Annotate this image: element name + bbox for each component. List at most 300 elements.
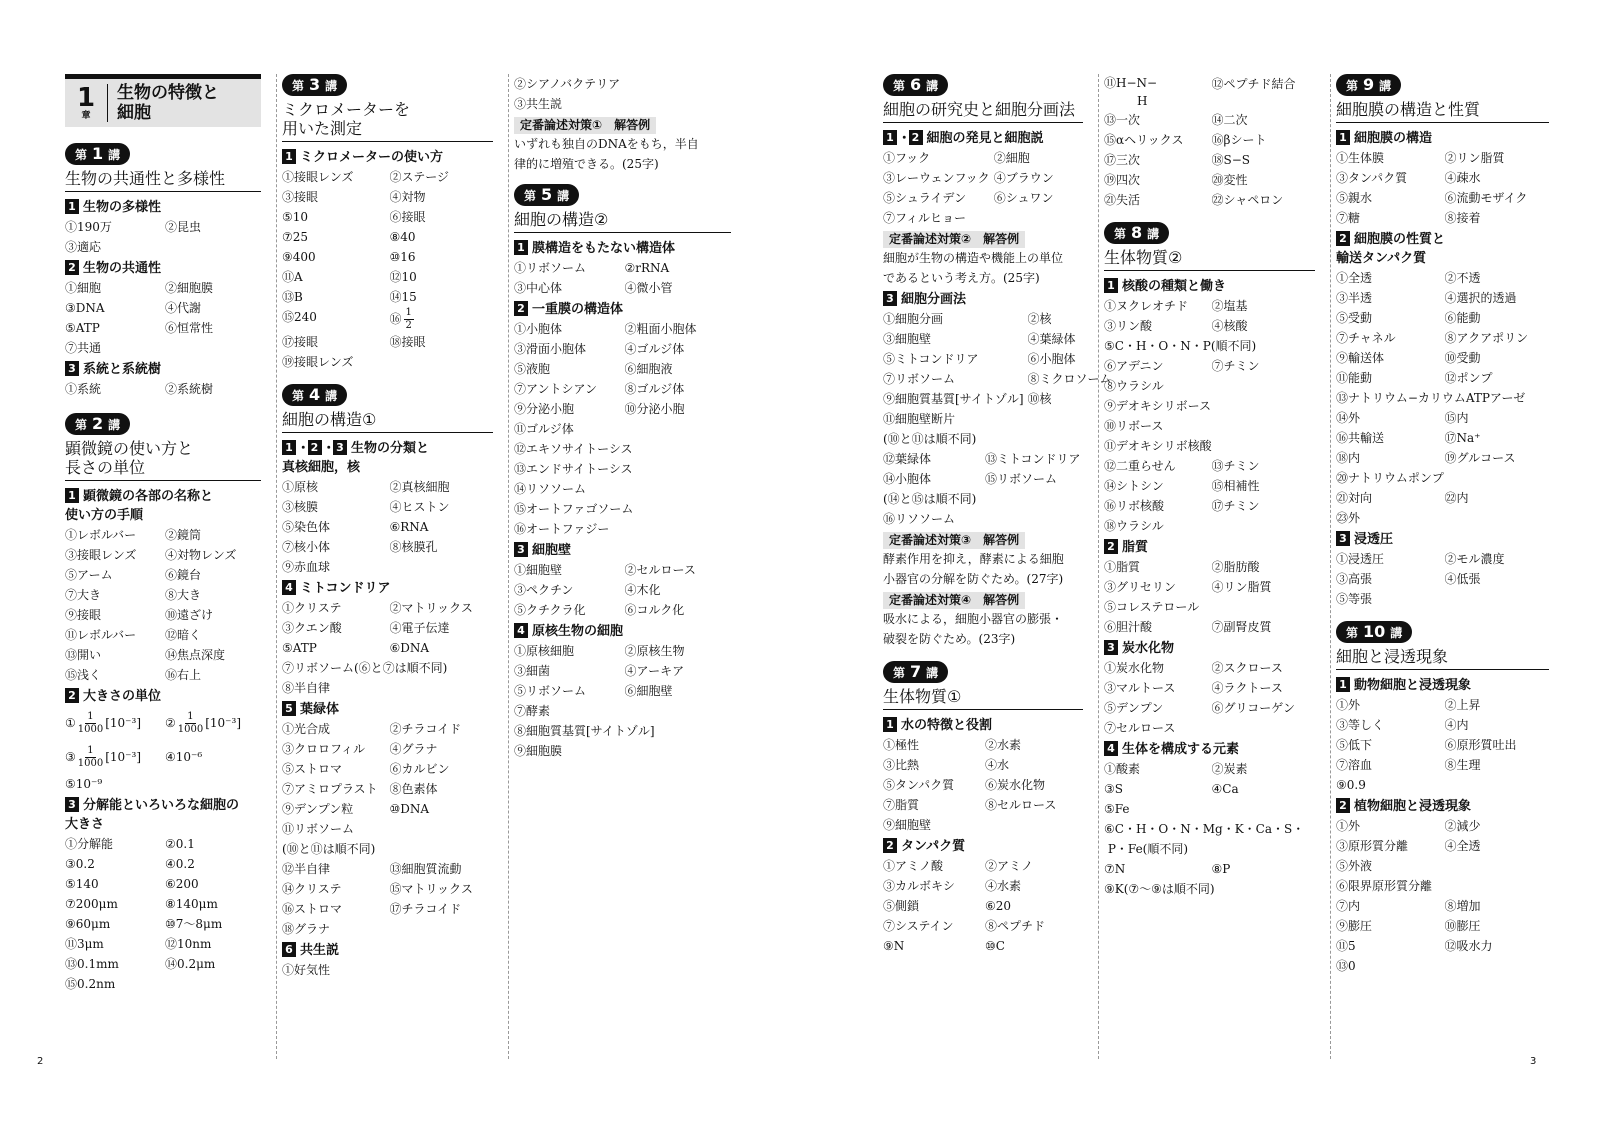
answer-item: ④代謝: [165, 301, 202, 315]
answer-item: ②チラコイド: [389, 722, 462, 736]
answer-item: ⑥胆汁酸: [1104, 620, 1153, 634]
answer-item: ㉑失活: [1104, 193, 1141, 207]
answer-item: ⑱ウラシル: [1104, 519, 1164, 533]
answer-item: ⑮相補性: [1211, 479, 1260, 493]
answer-item: ⑨細胞質基質[サイトゾル]: [883, 392, 1024, 406]
answer-item: ⑧ペプチド: [985, 919, 1046, 933]
answer-item: ⑨分泌小胞: [514, 402, 575, 416]
answer-item: ⑥能動: [1444, 311, 1481, 325]
answer-item: ⑤等張: [1336, 592, 1373, 606]
answer-item: ⑤外液: [1336, 859, 1373, 873]
answer-item: ①クリステ: [282, 601, 342, 615]
lecture-1-header: [65, 143, 261, 192]
answer-list: [1336, 268, 1549, 388]
answer-list: [282, 332, 493, 372]
chapter-number: 1 章: [76, 83, 96, 121]
answer-item: ⑧40: [389, 230, 416, 244]
answer-item: ⑦チャネル: [1336, 331, 1396, 345]
answer-item: ⑨60μm: [65, 917, 111, 931]
answer-item: ⑨輸送体: [1336, 351, 1385, 365]
answer-item: ⑨デンプン粒: [282, 802, 354, 816]
answer-item: ②アミノ: [985, 859, 1034, 873]
answer-item: ③クエン酸: [282, 621, 342, 635]
answer-item: ㉒シャペロン: [1211, 193, 1284, 207]
answer-item: ⑨接眼: [65, 608, 102, 622]
answer-item: ④葉緑体: [1027, 332, 1076, 346]
answer-item: ⑥グリコーゲン: [1211, 701, 1296, 715]
answer-item: ⑲接眼レンズ: [282, 355, 354, 369]
answer-item: ⑭クリステ: [282, 882, 342, 896]
answer-item: ①外: [1336, 698, 1361, 712]
answer-item: ⑭シトシン: [1104, 479, 1164, 493]
answer-item: ③接眼レンズ: [65, 548, 137, 562]
section-heading: 1 ･ 2 細胞の発見と細胞説: [883, 129, 1083, 148]
answer-item: ⑤140: [65, 877, 99, 891]
section-heading: 1 核酸の種類と働き: [1104, 277, 1315, 296]
answer-item: ②細胞: [993, 151, 1030, 165]
section-heading: 2 大きさの単位: [65, 687, 261, 706]
answer-item: ⑦酵素: [514, 704, 551, 718]
section-heading: 4 生体を構成する元素: [1104, 740, 1315, 759]
answer-item: ⑤10: [282, 210, 309, 224]
lecture-title: 細胞の構造②: [514, 210, 731, 233]
answer-item: ③中心体: [514, 281, 563, 295]
answer-item: ③S: [1104, 782, 1123, 796]
essay-label: 定番論述対策① 解答例: [514, 117, 656, 134]
answer-item: ⑤低下: [1336, 738, 1373, 752]
answer-item: ④疎水: [1444, 171, 1481, 185]
answer-item: ⑥恒常性: [165, 321, 214, 335]
section-heading: 1 ミクロメーターの使い方: [282, 148, 493, 167]
answer-item: ⑱接眼: [389, 335, 426, 349]
answer-item: ⑮αヘリックス: [1104, 133, 1184, 147]
answer-item: ⑰三次: [1104, 153, 1141, 167]
lecture-7-header: [883, 661, 1083, 710]
answer-fraction: ③ $\frac{1}{1000}$ [10⁻³]: [65, 745, 141, 769]
answer-item: ⑨デオキシリボース: [1104, 399, 1212, 413]
section-heading: 2 脂質: [1104, 538, 1315, 557]
answer-list: [1104, 557, 1315, 597]
answer-item: ⑤ATP: [65, 321, 100, 335]
answer-item: ⑫二重らせん: [1104, 459, 1176, 473]
answer-list: [514, 319, 731, 419]
answer-item: ②塩基: [1211, 299, 1248, 313]
answer-list: [883, 509, 1083, 529]
answer-item: ③ペクチン: [514, 583, 574, 597]
section-heading: 1 膜構造をもたない構造体: [514, 239, 731, 258]
answer-list: [282, 859, 493, 939]
answer-fraction: ② $\frac{1}{1000}$ [10⁻³]: [165, 711, 241, 735]
answer-item: ⑯右上: [165, 668, 202, 682]
lecture-2-header: [65, 413, 261, 481]
answer-item: ③グリセリン: [1104, 580, 1176, 594]
answer-item: ⑤ストロマ: [282, 762, 343, 776]
answer-item: ③リン酸: [1104, 319, 1153, 333]
answer-item: ⑦内: [1336, 899, 1361, 913]
answer-list: [883, 309, 1112, 429]
answer-list: [282, 960, 493, 980]
answer-item: ⑯共輸送: [1336, 431, 1385, 445]
answer-item: ⑦セルロース: [1104, 721, 1176, 735]
answer-item: ⑥シュワン: [993, 191, 1054, 205]
answer-item: ⑤ミトコンドリア: [883, 352, 979, 366]
answer-item: ②脂肪酸: [1211, 560, 1260, 574]
answer-item: ⑪デオキシリボ核酸: [1104, 439, 1212, 453]
answer-item: ⑥流動モザイク: [1444, 191, 1528, 205]
answer-note: ⑨K(⑦～⑨は順不同): [1104, 882, 1215, 896]
answer-item: ③滑面小胞体: [514, 342, 587, 356]
answer-item: ⑦副腎皮質: [1211, 620, 1272, 634]
answer-item: ⑥RNA: [389, 520, 429, 534]
answer-item: ①浸透圧: [1336, 552, 1385, 566]
answer-item: ⑥20: [985, 899, 1012, 913]
answer-item: ①系統: [65, 382, 102, 396]
answer-item: ⑧半自律: [282, 681, 331, 695]
section-heading: 3 炭水化物: [1104, 639, 1315, 658]
answer-item: ④0.2: [165, 857, 195, 871]
section-heading: 2 一重膜の構造体: [514, 300, 731, 319]
answer-item: ①小胞体: [514, 322, 563, 336]
answer-list: [1336, 148, 1549, 228]
section-heading: 2 生物の共通性: [65, 259, 261, 278]
answer-item: ⑬0: [1336, 959, 1356, 973]
answer-item: ①極性: [883, 738, 920, 752]
answer-item: ⑥DNA: [389, 641, 430, 655]
section-heading: 1 動物細胞と浸透現象: [1336, 676, 1549, 695]
answer-item: ⑨細胞膜: [514, 744, 563, 758]
answer-list: [282, 477, 493, 577]
answer-item: ①細胞: [65, 281, 102, 295]
answer-item: ③レーウェンフック: [883, 171, 990, 185]
answer-item: ⑩分泌小胞: [624, 402, 685, 416]
answer-item: ④水素: [985, 879, 1022, 893]
answer-item: ⑧大き: [165, 588, 202, 602]
section-heading: 6 共生説: [282, 941, 493, 960]
answer-list: [1336, 695, 1549, 795]
answer-item: ④ブラウン: [993, 171, 1054, 185]
lecture-badge: 第 7 講: [883, 661, 948, 683]
answer-item: ⑩16: [389, 250, 416, 264]
answer-item: ⑰チミン: [1211, 499, 1260, 513]
answer-item: ⑭焦点深度: [165, 648, 226, 662]
answer-item: ⑮オートファゴソーム: [514, 502, 634, 516]
column-5: [1098, 74, 1320, 1059]
answer-item: ⑯ストロマ: [282, 902, 343, 916]
answer-item: ④電子伝達: [389, 621, 450, 635]
answer-item: ⑯リボ核酸: [1104, 499, 1165, 513]
answer-item: ⑪3μm: [65, 937, 104, 951]
answer-item: ⑯βシート: [1211, 133, 1267, 147]
answer-item: ②上昇: [1444, 698, 1481, 712]
answer-item: ⑤アーム: [65, 568, 113, 582]
answer-item: ⑫吸水力: [1444, 939, 1493, 953]
section-heading: 3 浸透圧: [1336, 530, 1549, 549]
answer-item: ②スクロース: [1211, 661, 1283, 675]
answer-list: [282, 719, 493, 839]
lecture-badge: 第 6 講: [883, 74, 948, 96]
answer-item: ⑰接眼: [282, 335, 319, 349]
answer-item: ③核膜: [282, 500, 319, 514]
answer-list: [514, 721, 731, 761]
answer-item: ⑧ウラシル: [1104, 379, 1164, 393]
lecture-badge: 第 10 講: [1336, 621, 1412, 643]
answer-item: ④微小管: [624, 281, 673, 295]
section-heading: 1 生物の多様性: [65, 198, 261, 217]
answer-item: ⑲グルコース: [1444, 451, 1516, 465]
answer-item: ⑧細胞質基質[サイトゾル]: [514, 724, 655, 738]
answer-item: ⑤10⁻⁹: [65, 777, 103, 791]
answer-item: ⑨0.9: [1336, 778, 1366, 792]
lecture-title: 生物の共通性と多様性: [65, 169, 261, 192]
answer-item: ⑬チミン: [1211, 459, 1260, 473]
answer-item: ①全透: [1336, 271, 1373, 285]
answer-item: ⑲四次: [1104, 173, 1141, 187]
answer-item: ④リン脂質: [1211, 580, 1272, 594]
answer-list: [65, 278, 261, 358]
answer-list: [514, 74, 731, 114]
answer-item: ⑨膨圧: [1336, 919, 1373, 933]
answer-item: ⑪A: [282, 270, 303, 284]
answer-item: ⑥カルビン: [389, 762, 450, 776]
answer-list: [1104, 356, 1315, 376]
answer-list: [1336, 408, 1549, 468]
answer-list: [65, 834, 261, 994]
answer-item: ⑩DNA: [389, 802, 430, 816]
answer-item: ①フック: [883, 151, 931, 165]
answer-item: ⑧アクアポリン: [1444, 331, 1529, 345]
answer-item: ⑦アントシアン: [514, 382, 598, 396]
answer-item: ①好気性: [282, 963, 331, 977]
answer-item: ⑨細胞壁: [883, 818, 932, 832]
answer-item: ③細胞壁: [883, 332, 932, 346]
answer-item: ⑭15: [389, 290, 417, 304]
lecture-10-header: [1336, 621, 1549, 670]
answer-item: ⑪レボルバー: [65, 628, 137, 642]
answer-item: ⑬エンドサイトーシス: [514, 462, 633, 476]
chapter-header: [65, 74, 261, 127]
answer-item: ①アミノ酸: [883, 859, 944, 873]
section-heading: 4 原核生物の細胞: [514, 622, 731, 641]
answer-item: ②シアノバクテリア: [514, 77, 621, 91]
answer-item: ⑮0.2nm: [65, 977, 116, 991]
answer-item: ⑦リボソーム: [883, 372, 956, 386]
answer-item: ④内: [1444, 718, 1469, 732]
section-heading: 5 葉緑体: [282, 700, 493, 719]
answer-item: ⑮リボソーム: [985, 472, 1058, 486]
answer-item: ④核酸: [1211, 319, 1248, 333]
answer-item: ⑮内: [1444, 411, 1469, 425]
answer-item: ⑩受動: [1444, 351, 1481, 365]
answer-list: [282, 167, 493, 332]
essay-answer: 吸水による，細胞小器官の膨張・ 破裂を防ぐため。(23字): [883, 612, 1064, 646]
answer-item: ⑤リボソーム: [514, 684, 587, 698]
answer-list: [1104, 658, 1315, 738]
answer-item: ⑬ミトコンドリア: [985, 452, 1081, 466]
right-page: [878, 74, 1554, 1059]
answer-item: ⑫10nm: [165, 937, 212, 951]
answer-item: ⑦糖: [1336, 211, 1361, 225]
answer-item: ⑧P: [1211, 862, 1231, 876]
answer-item: ⑫10: [389, 270, 417, 284]
lecture-badge: 第 8 講: [1104, 222, 1169, 244]
lecture-badge: 第 3 講: [282, 74, 347, 96]
answer-item: ⑩遠ざけ: [165, 608, 214, 622]
answer-item: ⑥原形質吐出: [1444, 738, 1517, 752]
answer-item: ⑪5: [1336, 939, 1356, 953]
lecture-6-header: [883, 74, 1083, 123]
lecture-badge: 第 9 講: [1336, 74, 1401, 96]
answer-list: [1104, 110, 1315, 210]
answer-list: [514, 419, 731, 539]
column-1: [60, 74, 266, 1059]
answer-note: (⑭と⑮は順不同): [883, 492, 977, 506]
answer-item: ⑥200: [165, 877, 199, 891]
answer-list: [1336, 896, 1549, 976]
answer-item: ③比熱: [883, 758, 920, 772]
answer-list: [1336, 488, 1549, 528]
essay-answer: いずれも独自のDNAをもち，半自 律的に増殖できる。(25字): [514, 137, 699, 171]
answer-item: ⑬0.1mm: [65, 957, 119, 971]
answer-list: [883, 148, 1083, 228]
left-page: [60, 74, 736, 1059]
answer-item: ④ヒストン: [389, 500, 450, 514]
answer-item: ③接眼: [282, 190, 319, 204]
answer-list: [883, 735, 1083, 835]
answer-item: ②昆虫: [165, 220, 202, 234]
answer-note: ⑬ナトリウム−カリウムATPアーゼ: [1336, 391, 1526, 405]
answer-item: ②リン脂質: [1444, 151, 1505, 165]
lecture-badge: 第 4 講: [282, 384, 347, 406]
answer-item: ②系統樹: [165, 382, 214, 396]
answer-item: ②不透: [1444, 271, 1481, 285]
chapter-title: 生物の特徴と 細胞: [117, 83, 219, 123]
answer-item: ⑬一次: [1104, 113, 1141, 127]
answer-list: [514, 641, 731, 721]
answer-item: ⑤親水: [1336, 191, 1373, 205]
answer-item: ⑦溶血: [1336, 758, 1373, 772]
answer-item: ②核: [1027, 312, 1052, 326]
answer-item: ⑤受動: [1336, 311, 1373, 325]
answer-list: [1336, 549, 1549, 609]
answer-item: ②細胞膜: [165, 281, 214, 295]
answer-item: ②原核生物: [624, 644, 685, 658]
answer-item: ⑥細胞液: [624, 362, 673, 376]
lecture-badge: 第 2 講: [65, 413, 130, 435]
answer-fraction: ⑯ $\frac{1}{2}$: [389, 307, 412, 331]
lecture-title: 細胞の構造①: [282, 410, 493, 433]
answer-item: ⑱内: [1336, 451, 1361, 465]
answer-item: ③0.2: [65, 857, 95, 871]
answer-note: ⑳ナトリウムポンプ: [1336, 471, 1444, 485]
answer-item: ⑤液胞: [514, 362, 551, 376]
section-heading: 1 ･ 2 ･ 3 生物の分類と 真核細胞，核: [282, 441, 430, 475]
answer-item: ④選択的透過: [1444, 291, 1517, 305]
answer-item: ②粗面小胞体: [624, 322, 697, 336]
answer-note: ⑦リボソーム(⑥と⑦は順不同): [282, 661, 448, 675]
answer-item: ⑧ゴルジ体: [624, 382, 685, 396]
essay-label: 定番論述対策③ 解答例: [883, 532, 1025, 549]
lecture-title: 細胞の研究史と細胞分画法: [883, 100, 1083, 123]
answer-list: [1104, 617, 1315, 637]
lecture-4-header: [282, 384, 493, 433]
answer-item: ③等しく: [1336, 718, 1385, 732]
answer-item: ④対物: [389, 190, 426, 204]
answer-item: ⑫葉緑体: [883, 452, 932, 466]
answer-item: ①外: [1336, 819, 1361, 833]
answer-note: ⑥C・H・O・N・Mg・K・Ca・S・ P・Fe(順不同): [1104, 822, 1305, 856]
answer-item: ⑪細胞壁断片: [883, 412, 956, 426]
answer-item: ④低張: [1444, 572, 1481, 586]
answer-item: ⑬開い: [65, 648, 102, 662]
answer-item: ⑦N: [1104, 862, 1126, 876]
page-number-right: 3: [1530, 1056, 1537, 1067]
essay-answer: 酵素作用を抑え，酵素による細胞 小器官の分解を防ぐため。(27字): [883, 552, 1064, 586]
lecture-title: 細胞と浸透現象: [1336, 647, 1549, 670]
answer-item: ③細菌: [514, 664, 551, 678]
answer-list: [1104, 516, 1315, 536]
answer-item: ⑤デンプン: [1104, 701, 1164, 715]
answer-item: ⑦共通: [65, 341, 102, 355]
answer-item: ①光合成: [282, 722, 331, 736]
answer-item: ④アーキア: [624, 664, 685, 678]
answer-item: ⑫ポンプ: [1444, 371, 1493, 385]
answer-item: ②鏡筒: [165, 528, 202, 542]
answer-item: ⑦核小体: [282, 540, 331, 554]
answer-list: [282, 598, 493, 658]
answer-item: ⑥小胞体: [1027, 352, 1076, 366]
answer-item: ⑤Fe: [1104, 802, 1130, 816]
lecture-3-header: [282, 74, 493, 142]
answer-item: ⑩リボース: [1104, 419, 1164, 433]
answer-list: [883, 449, 1083, 489]
answer-item: ②rRNA: [624, 261, 670, 275]
answer-item: ①190万: [65, 220, 112, 234]
answer-item: ⑱グラナ: [282, 922, 331, 936]
answer-item: ⑫エキソサイトーシス: [514, 442, 633, 456]
answer-list: [65, 217, 261, 257]
answer-item: ④グラナ: [389, 742, 438, 756]
answer-item: ②ステージ: [389, 170, 450, 184]
answer-note: ⑥限界原形質分離: [1336, 879, 1433, 893]
answer-item: ④全透: [1444, 839, 1481, 853]
answer-item: ③高張: [1336, 572, 1373, 586]
answer-item: ②水素: [985, 738, 1022, 752]
lecture-title: 生体物質②: [1104, 248, 1315, 271]
answer-item: ⑥コルク化: [624, 603, 685, 617]
answer-item: ⑥細胞壁: [624, 684, 673, 698]
answer-item: ⑦フィルヒョー: [883, 211, 967, 225]
answer-fraction: ① $\frac{1}{1000}$ [10⁻³]: [65, 711, 141, 735]
answer-item: ⑳変性: [1211, 173, 1248, 187]
answer-list: [1104, 597, 1315, 617]
answer-item: ⑧生理: [1444, 758, 1481, 772]
answer-item: ⑤クチクラ化: [514, 603, 586, 617]
answer-item: ③クロロフィル: [282, 742, 366, 756]
answer-item: ⑬B: [282, 290, 303, 304]
answer-list: [1104, 376, 1315, 456]
answer-item: ㉓外: [1336, 511, 1361, 525]
answer-list: [514, 560, 731, 620]
answer-item: ⑭二次: [1211, 113, 1248, 127]
answer-item: ⑦大き: [65, 588, 102, 602]
answer-item: ⑰Na⁺: [1444, 431, 1481, 445]
answer-item: ⑨N: [883, 939, 905, 953]
answer-item: ②炭素: [1211, 762, 1248, 776]
answer-list: [1104, 759, 1315, 819]
answer-item: ⑬細胞質流動: [389, 862, 462, 876]
answer-item: ⑮240: [282, 310, 317, 324]
answer-item: ③半透: [1336, 291, 1373, 305]
